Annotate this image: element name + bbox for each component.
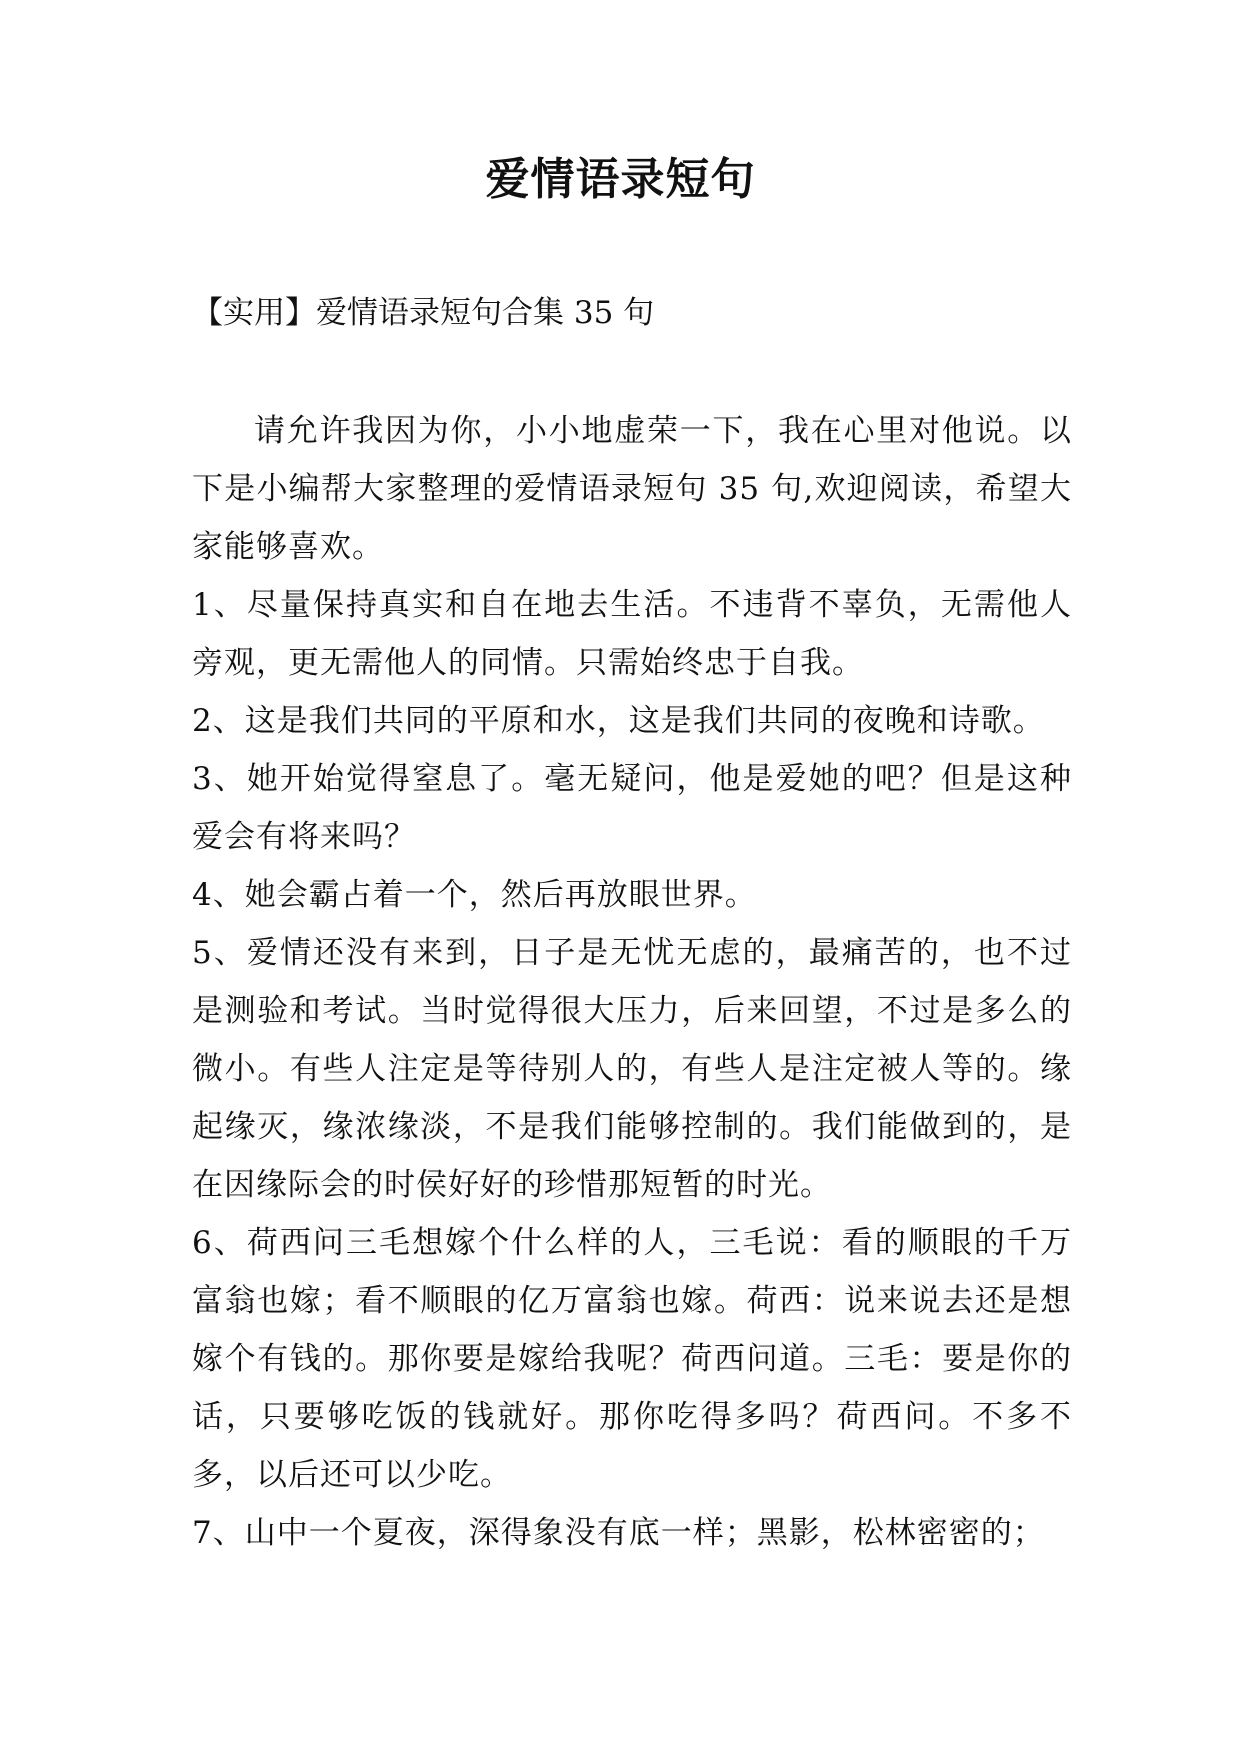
quote-item-6: 6、荷西问三毛想嫁个什么样的人，三毛说：看的顺眼的千万富翁也嫁；看不顺眼的亿万富翁也嫁。荷西：说来说去还是想嫁个有钱的。那你要是嫁给我呢？荷西问道。三毛：要是你的话，只要够吃饭的钱就好。那你吃得多吗？荷西问。不多不多，以后还可以少吃。 xyxy=(192,1225,1072,1493)
quote-item-1: 1、尽量保持真实和自在地去生活。不违背不辜负，无需他人旁观，更无需他人的同情。只需始终忠于自我。 xyxy=(192,587,1072,681)
document-subtitle: 【实用】爱情语录短句合集 35 句 xyxy=(192,295,655,331)
intro-paragraph: 请允许我因为你，小小地虚荣一下，我在心里对他说。以下是小编帮大家整理的爱情语录短句 35 句,欢迎阅读，希望大家能够喜欢。 xyxy=(192,413,1072,565)
document-title: 爱情语录短句 xyxy=(485,154,756,205)
quote-item-4: 4、她会霸占着一个，然后再放眼世界。 xyxy=(192,877,757,913)
quote-item-2: 2、这是我们共同的平原和水，这是我们共同的夜晚和诗歌。 xyxy=(192,703,1045,739)
quote-item-7: 7、山中一个夏夜，深得象没有底一样；黑影，松林密密的； xyxy=(192,1515,1045,1551)
document-body xyxy=(192,402,1072,1562)
quote-item-5: 5、爱情还没有来到，日子是无忧无虑的，最痛苦的，也不过是测验和考试。当时觉得很大压力，后来回望，不过是多么的微小。有些人注定是等待别人的，有些人是注定被人等的。缘起缘灭，缘浓缘淡，不是我们能够控制的。我们能做到的，是在因缘际会的时侯好好的珍惜那短暂的时光。 xyxy=(192,935,1072,1203)
quote-item-3: 3、她开始觉得窒息了。毫无疑问，他是爱她的吧？但是这种爱会有将来吗？ xyxy=(192,761,1072,855)
